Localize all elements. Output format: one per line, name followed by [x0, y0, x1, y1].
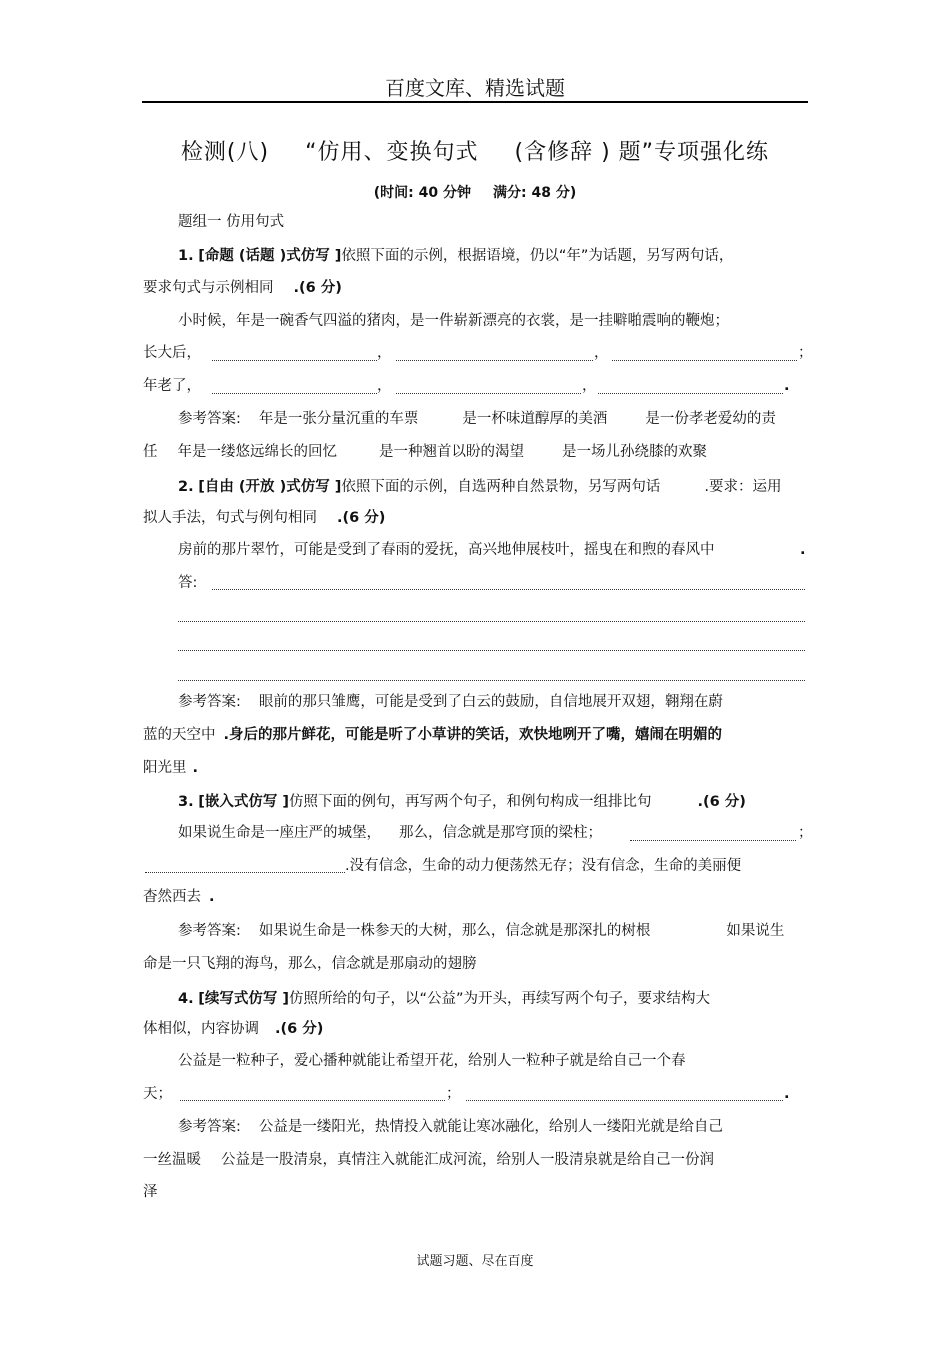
title-part2: “仿用、变换句式: [305, 140, 479, 165]
q2-points: .(6 分): [337, 510, 386, 526]
q1-semi-a: ；: [798, 345, 813, 361]
q1-text1: 依照下面的示例，根据语境，仍以“年”为话题，另写两句话，: [341, 248, 734, 264]
q2-answer-blank-1[interactable]: [212, 589, 805, 590]
q3-line3: [143, 887, 215, 907]
q3-line3-text: 杳然西去: [143, 889, 201, 905]
q2-text1: 依照下面的示例，自选两种自然景物，另写两句话: [341, 479, 661, 495]
q3-answer-line1: [178, 921, 784, 941]
q4-tag: [续写式仿写 ]: [198, 991, 290, 1007]
q3-points: .(6 分): [697, 794, 746, 810]
q2-answer-1: 眼前的那只雏鹰，可能是受到了白云的鼓励，自信地展开双翅，翱翔在蔚: [258, 694, 723, 710]
q1-answer-7: 是一场儿孙绕膝的欢聚: [562, 444, 707, 460]
q4-number: 4.: [178, 991, 194, 1007]
q2-answer-line1: [178, 692, 723, 712]
q1-comma-b2: ，: [582, 378, 597, 394]
q1-blank-a1[interactable]: [212, 360, 377, 361]
q2-answer-blank-4[interactable]: [178, 680, 805, 681]
q3-line2-end: .没有信念，生命的动力便荡然无存；没有信念，生命的美丽便: [345, 858, 742, 874]
q3-blank-1[interactable]: [630, 840, 796, 841]
q1-comma-b1: ，: [377, 378, 392, 394]
q2-answer-3: .身后的那片鲜花，可能是听了小草讲的笑话，欢快地咧开了嘴，嬉闹在明媚的: [223, 727, 723, 743]
q2-number: 2.: [178, 479, 194, 495]
q1-answer-line2: [143, 442, 707, 462]
q4-text2: 体相似，内容协调: [143, 1021, 259, 1037]
q4-answer-line2: [143, 1150, 714, 1170]
q1-answer-5: 年是一缕悠远绵长的回忆: [177, 444, 337, 460]
exam-meta: [0, 182, 950, 202]
q3-text1: 仿照下面的例句，再写两个句子，和例句构成一组排比句: [289, 794, 652, 810]
q2-answer-blank-2[interactable]: [178, 621, 805, 622]
q4-answer-1: 公益是一缕阳光，热情投入就能让寒冰融化，给别人一缕阳光就是给自己: [258, 1119, 723, 1135]
q1-answer-line1: [178, 409, 776, 429]
q1-line-a-label: 长大后，: [143, 345, 201, 361]
q4-period: .: [784, 1086, 790, 1102]
q4-line2: [143, 1019, 323, 1039]
q1-blank-a2[interactable]: [396, 360, 593, 361]
q2-tag: [自由 (开放 )式仿写 ]: [198, 479, 342, 495]
q3-answer-line2: 命是一只飞翔的海鸟，那么，信念就是那扇动的翅膀: [143, 956, 477, 972]
full-score: 满分: 48 分): [493, 185, 577, 201]
q1-answer-2: 是一杯味道醇厚的美酒: [462, 411, 608, 427]
q2-example-text: 房前的那片翠竹，可能是受到了春雨的爱抚，高兴地伸展枝叶，摇曳在和煦的春风中: [178, 542, 715, 558]
q1-tag: [命题 (话题 )式仿写 ]: [198, 248, 342, 264]
q3-answer-label: 参考答案:: [178, 923, 241, 939]
q1-blank-b2[interactable]: [396, 393, 581, 394]
q4-answer-label: 参考答案:: [178, 1119, 241, 1135]
q4-line2-label: 天；: [143, 1086, 172, 1102]
q1-answer-label: 参考答案:: [178, 411, 241, 427]
q3-answer-2: 如果说生: [726, 923, 785, 939]
q2-example: [178, 540, 715, 560]
q3-example: [178, 823, 602, 843]
q1-answer-6: 是一种翘首以盼的渴望: [379, 444, 524, 460]
q4-semi: ；: [446, 1086, 461, 1102]
q3-number: 3.: [178, 794, 194, 810]
q3-line3-end: .: [209, 889, 215, 905]
q2-line2: [143, 508, 385, 528]
q2-answer-line3: [143, 758, 198, 778]
page-footer: 试题习题、尽在百度: [416, 1254, 534, 1269]
q2-text2: 拟人手法，句式与例句相同: [143, 510, 317, 526]
header-rule: [142, 101, 808, 103]
q4-example: 公益是一粒种子，爱心播种就能让希望开花，给别人一粒种子就是给自己一个春: [178, 1053, 686, 1069]
q1-comma-a2: ，: [594, 345, 609, 361]
q2-answer-blank-3[interactable]: [178, 650, 805, 651]
q1-line-b-label: 年老了，: [143, 378, 201, 394]
q2-text1b: .要求：运用: [704, 479, 782, 495]
q1-answer-4: 任: [143, 444, 158, 460]
q4-blank-2[interactable]: [466, 1100, 783, 1101]
q1-text2: 要求句式与示例相同: [143, 280, 274, 296]
q4-text1: 仿照所给的句子，以“公益”为开头，再续写两个句子，要求结构大: [289, 991, 711, 1007]
q2-line1: [178, 477, 781, 497]
q4-answer-line3: 泽: [143, 1184, 158, 1200]
group-heading: 题组一 仿用句式: [178, 214, 285, 230]
q1-points: .(6 分): [293, 280, 342, 296]
q1-blank-b1[interactable]: [212, 393, 377, 394]
q2-answer-label: 参考答案:: [178, 694, 241, 710]
q2-answer-5: .: [192, 760, 199, 776]
q2-answer-2: 蓝的天空中: [143, 727, 216, 743]
q3-semi: ；: [798, 825, 813, 841]
q1-example: 小时候，年是一碗香气四溢的猪肉，是一件崭新漂亮的衣裳，是一挂噼啪震响的鞭炮；: [178, 313, 729, 329]
q4-points: .(6 分): [275, 1021, 324, 1037]
time-limit: (时间: 40 分钟: [373, 185, 471, 201]
q2-answer-4: 阳光里: [143, 760, 187, 776]
q3-example-b: 那么，信念就是那穹顶的梁柱；: [399, 825, 602, 841]
q1-line1: [178, 246, 733, 266]
page-title: [0, 135, 950, 166]
q4-answer-2: 一丝温暖: [143, 1152, 201, 1168]
q4-blank-1[interactable]: [180, 1100, 445, 1101]
q3-answer-1: 如果说生命是一株参天的大树，那么，信念就是那深扎的树根: [258, 923, 651, 939]
q1-comma-a1: ，: [377, 345, 392, 361]
q2-answer-prefix: 答:: [178, 575, 198, 591]
q3-line1: [178, 792, 746, 812]
q3-tag: [嵌入式仿写 ]: [198, 794, 290, 810]
q4-answer-line1: [178, 1117, 723, 1137]
title-part3: (含修辞 ) 题”专项强化练: [514, 140, 770, 165]
q1-blank-b3[interactable]: [598, 393, 783, 394]
q1-answer-3: 是一份孝老爱幼的责: [645, 411, 776, 427]
q1-blank-a3[interactable]: [612, 360, 797, 361]
q4-line1: [178, 989, 710, 1009]
q1-line2: [143, 278, 342, 298]
q2-example-end: .: [800, 542, 806, 558]
q1-period-b: .: [784, 378, 790, 394]
q3-example-a: 如果说生命是一座庄严的城堡，: [178, 825, 381, 841]
q2-answer-line2: [143, 725, 722, 745]
q3-blank-2[interactable]: [145, 872, 345, 873]
title-part1: 检测(八): [180, 140, 270, 165]
q1-number: 1.: [178, 248, 194, 264]
page-header: 百度文库、精选试题: [385, 76, 565, 100]
q4-answer-3: 公益是一股清泉，真情注入就能汇成河流，给别人一股清泉就是给自己一份润: [221, 1152, 714, 1168]
q1-answer-1: 年是一张分量沉重的车票: [258, 411, 419, 427]
